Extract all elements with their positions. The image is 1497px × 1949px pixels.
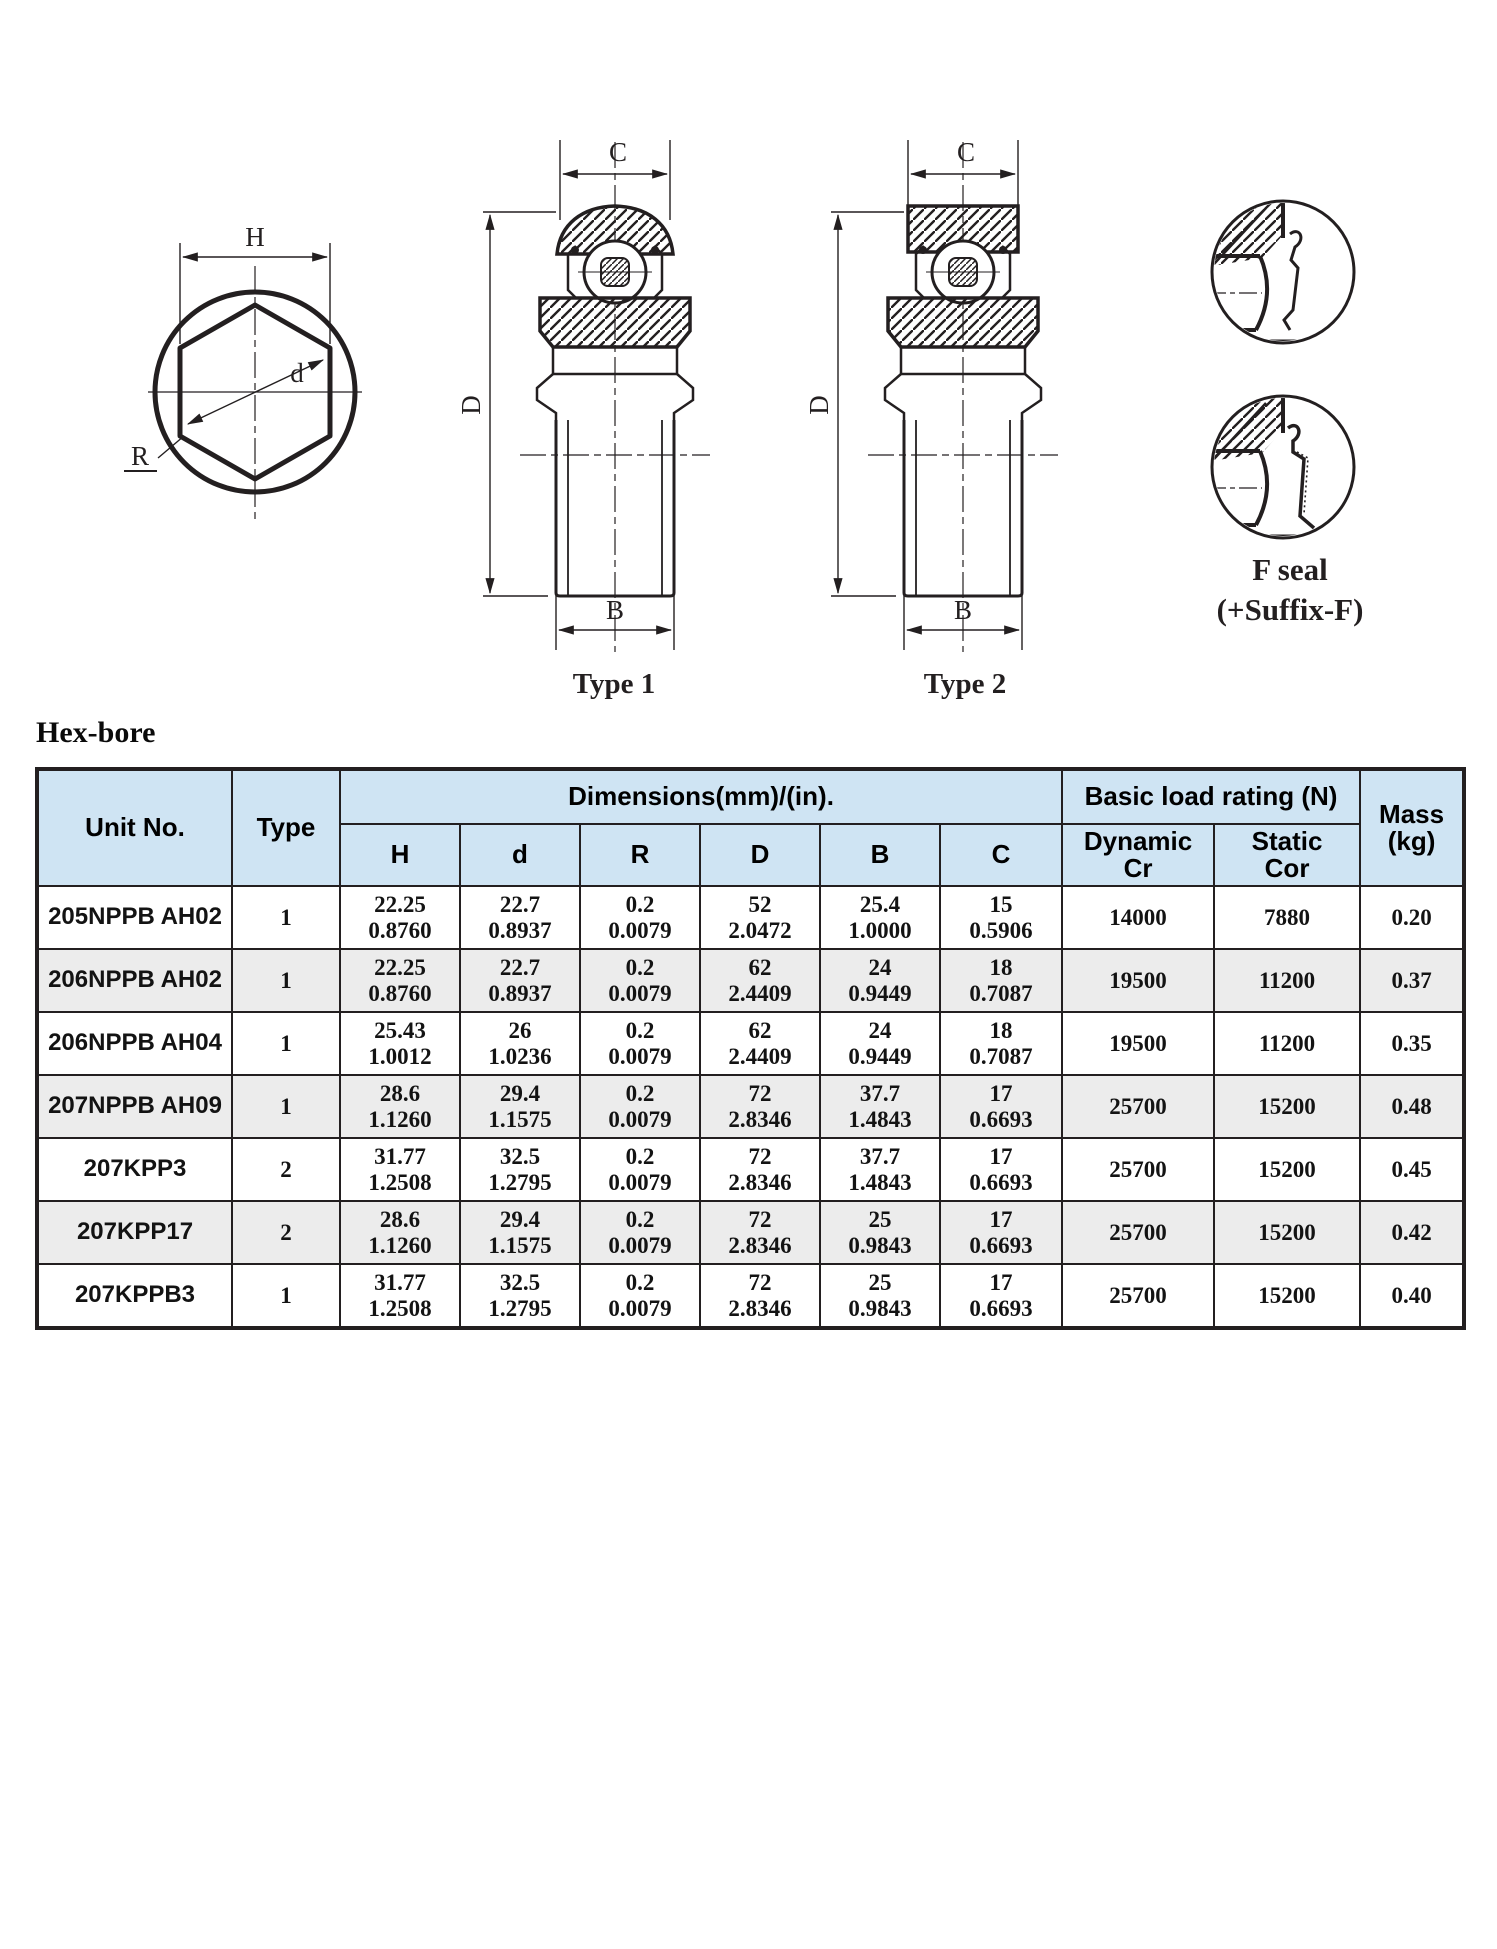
static-cor-cell: 15200 xyxy=(1214,1138,1360,1201)
dim-in: 0.0079 xyxy=(608,980,672,1006)
dim-H-cell xyxy=(340,1201,460,1264)
static-cor-cell: 15200 xyxy=(1214,1201,1360,1264)
dim-R-cell xyxy=(580,886,700,949)
dim-in: 0.6693 xyxy=(969,1295,1033,1321)
dim-in: 0.6693 xyxy=(969,1106,1033,1132)
dim-H-cell xyxy=(340,1012,460,1075)
dim-in: 0.9843 xyxy=(848,1295,912,1321)
dynamic-cr-cell: 19500 xyxy=(1062,1012,1214,1075)
dim-C-cell xyxy=(940,1012,1062,1075)
dim-label-D1: D xyxy=(456,395,486,415)
unit-no-cell: 207NPPB AH09 xyxy=(37,1075,232,1138)
technical-drawings xyxy=(0,0,1497,720)
dim-in: 0.8937 xyxy=(488,980,552,1006)
type2-caption: Type 2 xyxy=(923,668,1007,700)
dim-in: 1.1575 xyxy=(488,1232,552,1258)
dim-in: 1.2508 xyxy=(368,1169,432,1195)
col-header-dynamic-cr: Dynamic Cr xyxy=(1062,824,1214,886)
dim-mm: 18 xyxy=(989,955,1013,981)
type-cell: 1 xyxy=(232,1264,340,1328)
dim-D-cell xyxy=(700,949,820,1012)
dim-D-cell xyxy=(700,1012,820,1075)
dim-in: 2.4409 xyxy=(728,980,792,1006)
dynamic-cr-cell: 25700 xyxy=(1062,1264,1214,1328)
mass-cell: 0.35 xyxy=(1360,1012,1464,1075)
dim-mm: 32.5 xyxy=(499,1144,541,1170)
dim-d-cell xyxy=(460,1075,580,1138)
dim-mm: 24 xyxy=(868,955,892,981)
table-row xyxy=(37,949,1464,1012)
dim-B-cell xyxy=(820,949,940,1012)
col-header-H: H xyxy=(340,824,460,886)
table-header xyxy=(37,769,1464,886)
dim-in: 1.2795 xyxy=(488,1295,552,1321)
dim-in: 1.0012 xyxy=(368,1043,432,1069)
collar-screw xyxy=(601,258,629,286)
dim-label-d: d xyxy=(290,358,304,388)
dim-mm: 24 xyxy=(868,1018,892,1044)
unit-no-cell: 207KPP3 xyxy=(37,1138,232,1201)
table-body xyxy=(37,886,1464,1328)
type-cell: 2 xyxy=(232,1138,340,1201)
dim-in: 0.0079 xyxy=(608,1106,672,1132)
f-seal-details xyxy=(1208,200,1363,627)
dim-mm: 29.4 xyxy=(499,1207,541,1233)
unit-no-cell: 205NPPB AH02 xyxy=(37,886,232,949)
dim-in: 1.1575 xyxy=(488,1106,552,1132)
dim-mm: 32.5 xyxy=(499,1270,541,1296)
dim-mm: 0.2 xyxy=(625,955,655,981)
dim-mm: 31.77 xyxy=(374,1144,426,1170)
dim-D-cell xyxy=(700,1201,820,1264)
type1-caption: Type 1 xyxy=(572,668,656,700)
dim-in: 0.6693 xyxy=(969,1232,1033,1258)
dynamic-cr-cell: 25700 xyxy=(1062,1201,1214,1264)
dim-mm: 28.6 xyxy=(379,1207,421,1233)
dim-mm: 18 xyxy=(989,1018,1013,1044)
dim-mm: 37.7 xyxy=(859,1081,901,1107)
dim-mm: 22.7 xyxy=(499,892,541,918)
dim-mm: 62 xyxy=(748,1018,772,1044)
dim-B-cell xyxy=(820,1138,940,1201)
dim-in: 1.2508 xyxy=(368,1295,432,1321)
col-header-C: C xyxy=(940,824,1062,886)
seal-lip-profile xyxy=(1284,232,1301,330)
dim-C-cell xyxy=(940,1075,1062,1138)
dim-in: 1.0000 xyxy=(848,917,912,943)
col-group-load-rating: Basic load rating (N) xyxy=(1062,769,1360,824)
dim-label-B2: B xyxy=(953,595,973,625)
dim-in: 0.5906 xyxy=(969,917,1033,943)
dim-in: 0.0079 xyxy=(608,1295,672,1321)
static-cor-cell: 11200 xyxy=(1214,949,1360,1012)
dim-H-cell xyxy=(340,1075,460,1138)
dim-in: 0.9449 xyxy=(848,1043,912,1069)
dynamic-cr-cell: 19500 xyxy=(1062,949,1214,1012)
dim-in: 0.8760 xyxy=(368,917,432,943)
dim-mm: 25 xyxy=(868,1270,892,1296)
dim-H-cell xyxy=(340,949,460,1012)
dim-mm: 0.2 xyxy=(625,892,655,918)
dim-in: 0.8937 xyxy=(488,917,552,943)
dim-C-cell xyxy=(940,1138,1062,1201)
collar-screw xyxy=(949,258,977,286)
type-cell: 2 xyxy=(232,1201,340,1264)
table-row xyxy=(37,1201,1464,1264)
dim-in: 0.0079 xyxy=(608,1232,672,1258)
dim-mm: 17 xyxy=(989,1270,1013,1296)
type-cell: 1 xyxy=(232,1012,340,1075)
dim-mm: 17 xyxy=(989,1081,1013,1107)
mass-cell: 0.48 xyxy=(1360,1075,1464,1138)
dim-mm: 62 xyxy=(748,955,772,981)
dim-mm: 72 xyxy=(748,1144,772,1170)
dim-in: 1.4843 xyxy=(848,1106,912,1132)
dim-mm: 22.25 xyxy=(374,955,426,981)
dynamic-cr-cell: 25700 xyxy=(1062,1138,1214,1201)
dim-mm: 25 xyxy=(868,1207,892,1233)
dim-in: 2.8346 xyxy=(728,1295,792,1321)
dim-R-cell xyxy=(580,949,700,1012)
hex-bore-drawing xyxy=(124,222,362,520)
col-header-d: d xyxy=(460,824,580,886)
dim-in: 0.9843 xyxy=(848,1232,912,1258)
f-seal-lip-profile xyxy=(1288,426,1314,528)
dim-R-cell xyxy=(580,1012,700,1075)
mass-cell: 0.40 xyxy=(1360,1264,1464,1328)
f-seal-label-line1: F seal xyxy=(1252,552,1328,587)
dim-label-D2: D xyxy=(804,395,834,415)
unit-no-cell: 207KPPB3 xyxy=(37,1264,232,1328)
dim-mm: 0.2 xyxy=(625,1018,655,1044)
dim-R-cell xyxy=(580,1075,700,1138)
dim-mm: 15 xyxy=(989,892,1013,918)
dim-in: 0.0079 xyxy=(608,1169,672,1195)
mass-cell: 0.42 xyxy=(1360,1201,1464,1264)
static-cor-cell: 15200 xyxy=(1214,1075,1360,1138)
dim-mm: 72 xyxy=(748,1081,772,1107)
dim-mm: 72 xyxy=(748,1270,772,1296)
dim-mm: 29.4 xyxy=(499,1081,541,1107)
col-header-R: R xyxy=(580,824,700,886)
dim-d-cell xyxy=(460,1264,580,1328)
dim-in: 0.0079 xyxy=(608,917,672,943)
dim-in: 1.1260 xyxy=(368,1106,432,1132)
dim-B-cell xyxy=(820,1201,940,1264)
mass-cell: 0.20 xyxy=(1360,886,1464,949)
table-row xyxy=(37,1264,1464,1328)
unit-no-cell: 207KPP17 xyxy=(37,1201,232,1264)
dim-D-cell xyxy=(700,1075,820,1138)
dim-mm: 0.2 xyxy=(625,1270,655,1296)
dim-mm: 72 xyxy=(748,1207,772,1233)
col-header-type: Type xyxy=(232,769,340,886)
col-header-unit-no: Unit No. xyxy=(37,769,232,886)
dim-in: 1.1260 xyxy=(368,1232,432,1258)
static-cor-cell: 11200 xyxy=(1214,1012,1360,1075)
section-heading: Hex-bore xyxy=(36,716,156,749)
header-row-groups xyxy=(37,769,1464,824)
mass-cell: 0.37 xyxy=(1360,949,1464,1012)
dim-in: 0.9449 xyxy=(848,980,912,1006)
mass-cell: 0.45 xyxy=(1360,1138,1464,1201)
dim-mm: 0.2 xyxy=(625,1207,655,1233)
dim-in: 1.0236 xyxy=(488,1043,552,1069)
dim-in: 1.2795 xyxy=(488,1169,552,1195)
dim-in: 1.4843 xyxy=(848,1169,912,1195)
dim-B-cell xyxy=(820,1012,940,1075)
col-group-dimensions: Dimensions(mm)/(in). xyxy=(340,769,1062,824)
dim-H-cell xyxy=(340,1264,460,1328)
col-header-D: D xyxy=(700,824,820,886)
dim-d-cell xyxy=(460,1201,580,1264)
type2-drawing xyxy=(804,137,1058,700)
dim-H-cell xyxy=(340,886,460,949)
dim-D-cell xyxy=(700,886,820,949)
table-row xyxy=(37,1075,1464,1138)
type1-drawing xyxy=(456,137,710,700)
table-row xyxy=(37,886,1464,949)
dynamic-cr-cell: 14000 xyxy=(1062,886,1214,949)
outer-ring xyxy=(540,298,690,347)
dim-mm: 17 xyxy=(989,1144,1013,1170)
dim-R-cell xyxy=(580,1264,700,1328)
dim-mm: 22.25 xyxy=(374,892,426,918)
outer-ring xyxy=(888,298,1038,347)
dim-mm: 17 xyxy=(989,1207,1013,1233)
dim-in: 0.7087 xyxy=(969,980,1033,1006)
mass-unit: (kg) xyxy=(1387,826,1436,856)
dim-in: 0.6693 xyxy=(969,1169,1033,1195)
f-seal-label-line2: (+Suffix-F) xyxy=(1216,592,1364,627)
dim-mm: 31.77 xyxy=(374,1270,426,1296)
dim-in: 2.8346 xyxy=(728,1106,792,1132)
dim-mm: 0.2 xyxy=(625,1144,655,1170)
static-cor-cell: 7880 xyxy=(1214,886,1360,949)
dim-in: 2.8346 xyxy=(728,1232,792,1258)
mass-label: Mass xyxy=(1379,798,1445,829)
dim-R-cell xyxy=(580,1201,700,1264)
dim-label-H: H xyxy=(245,222,265,252)
dim-label-C1: C xyxy=(608,137,628,167)
dim-in: 0.0079 xyxy=(608,1043,672,1069)
dim-in: 2.4409 xyxy=(728,1043,792,1069)
dim-mm: 28.6 xyxy=(379,1081,421,1107)
dim-C-cell xyxy=(940,1201,1062,1264)
table-row xyxy=(37,1138,1464,1201)
dim-d-cell xyxy=(460,1138,580,1201)
dim-C-cell xyxy=(940,886,1062,949)
unit-no-cell: 206NPPB AH04 xyxy=(37,1012,232,1075)
unit-no-cell: 206NPPB AH02 xyxy=(37,949,232,1012)
dim-label-R: R xyxy=(130,441,150,471)
dim-label-B1: B xyxy=(605,595,625,625)
dim-B-cell xyxy=(820,1264,940,1328)
dim-in: 0.8760 xyxy=(368,980,432,1006)
dim-B-cell xyxy=(820,1075,940,1138)
dim-label-C2: C xyxy=(956,137,976,167)
dim-mm: 37.7 xyxy=(859,1144,901,1170)
dim-R-cell xyxy=(580,1138,700,1201)
table-row xyxy=(37,1012,1464,1075)
dim-in: 0.7087 xyxy=(969,1043,1033,1069)
dim-H-cell xyxy=(340,1138,460,1201)
dim-d-cell xyxy=(460,1012,580,1075)
dynamic-cr-cell: 25700 xyxy=(1062,1075,1214,1138)
dim-mm: 25.4 xyxy=(859,892,901,918)
type-cell: 1 xyxy=(232,1075,340,1138)
dim-mm: 26 xyxy=(508,1018,532,1044)
dim-D-cell xyxy=(700,1138,820,1201)
col-header-static-cor: Static Cor xyxy=(1214,824,1360,886)
dim-in: 2.8346 xyxy=(728,1169,792,1195)
col-header-mass xyxy=(1360,769,1464,886)
dim-mm: 25.43 xyxy=(374,1018,426,1044)
dim-d-cell xyxy=(460,886,580,949)
dim-d-cell xyxy=(460,949,580,1012)
type-cell: 1 xyxy=(232,886,340,949)
dim-C-cell xyxy=(940,1264,1062,1328)
dim-C-cell xyxy=(940,949,1062,1012)
spec-table xyxy=(35,767,1466,1330)
dim-mm: 52 xyxy=(748,892,772,918)
dim-mm: 22.7 xyxy=(499,955,541,981)
dim-B-cell xyxy=(820,886,940,949)
dim-D-cell xyxy=(700,1264,820,1328)
col-header-B: B xyxy=(820,824,940,886)
static-cor-cell: 15200 xyxy=(1214,1264,1360,1328)
dim-in: 2.0472 xyxy=(728,917,792,943)
type-cell: 1 xyxy=(232,949,340,1012)
dim-mm: 0.2 xyxy=(625,1081,655,1107)
